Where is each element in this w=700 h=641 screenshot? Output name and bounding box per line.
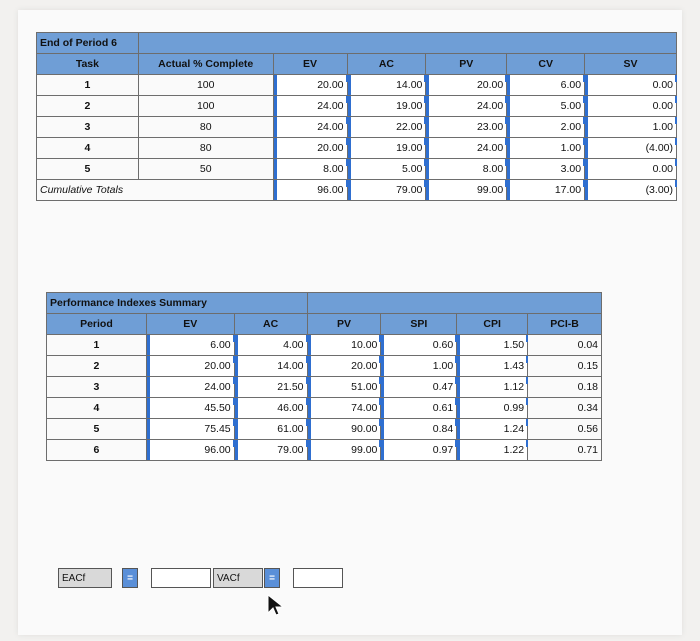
period-cell: 4 [47, 398, 147, 419]
ac-input[interactable]: 14.00 [234, 356, 307, 377]
pv-input[interactable]: 99.00 [307, 440, 381, 461]
pv-input[interactable]: 10.00 [307, 335, 381, 356]
ev-input[interactable]: 20.00 [273, 75, 347, 96]
spi-input[interactable]: 0.97 [381, 440, 457, 461]
cv-input[interactable]: 3.00 [507, 159, 585, 180]
header-actual-complete: Actual % Complete [138, 54, 273, 75]
header-cpi: CPI [457, 314, 528, 335]
period-table-title: End of Period 6 [37, 33, 139, 54]
period-cell: 2 [47, 356, 147, 377]
cv-input[interactable]: 6.00 [507, 75, 585, 96]
pci-b-cell: 0.71 [528, 440, 602, 461]
pci-b-cell: 0.56 [528, 419, 602, 440]
totals-label: Cumulative Totals [37, 180, 274, 201]
table-row [47, 356, 602, 377]
pct-cell: 100 [138, 96, 273, 117]
table-row [37, 138, 677, 159]
pci-b-cell: 0.04 [528, 335, 602, 356]
task-cell: 1 [37, 75, 139, 96]
table-row [47, 440, 602, 461]
cpi-input[interactable]: 1.24 [457, 419, 528, 440]
sv-input[interactable]: 0.00 [585, 159, 677, 180]
pci-b-cell: 0.15 [528, 356, 602, 377]
table-row [37, 96, 677, 117]
sv-input[interactable]: (4.00) [585, 138, 677, 159]
pv-input[interactable]: 90.00 [307, 419, 381, 440]
pv-input[interactable]: 24.00 [426, 96, 507, 117]
pv-input[interactable]: 74.00 [307, 398, 381, 419]
header-ac: AC [234, 314, 307, 335]
spi-input[interactable]: 0.60 [381, 335, 457, 356]
performance-table-title: Performance Indexes Summary [47, 293, 308, 314]
spi-input[interactable]: 1.00 [381, 356, 457, 377]
ev-input[interactable]: 45.50 [146, 398, 234, 419]
vacf-equals: = [264, 568, 280, 588]
cpi-input[interactable]: 1.12 [457, 377, 528, 398]
ac-input[interactable]: 4.00 [234, 335, 307, 356]
pv-input[interactable]: 20.00 [426, 75, 507, 96]
header-pv: PV [426, 54, 507, 75]
eacf-answer-input[interactable] [151, 568, 211, 588]
totals-row [37, 180, 677, 201]
ev-input[interactable]: 96.00 [146, 440, 234, 461]
header-cv: CV [507, 54, 585, 75]
sv-input[interactable]: 1.00 [585, 117, 677, 138]
table-row [47, 419, 602, 440]
cpi-input[interactable]: 0.99 [457, 398, 528, 419]
header-sv: SV [585, 54, 677, 75]
total-ev-input[interactable]: 96.00 [273, 180, 347, 201]
task-cell: 5 [37, 159, 139, 180]
sv-input[interactable]: 0.00 [585, 96, 677, 117]
ev-input[interactable]: 75.45 [146, 419, 234, 440]
spi-input[interactable]: 0.84 [381, 419, 457, 440]
header-ac: AC [347, 54, 426, 75]
table-row [37, 159, 677, 180]
task-cell: 3 [37, 117, 139, 138]
table-row [37, 75, 677, 96]
ev-input[interactable]: 24.00 [273, 96, 347, 117]
period-cell: 6 [47, 440, 147, 461]
ac-input[interactable]: 14.00 [347, 75, 426, 96]
period-cell: 5 [47, 419, 147, 440]
header-period: Period [47, 314, 147, 335]
eacf-equals: = [122, 568, 138, 588]
spi-input[interactable]: 0.61 [381, 398, 457, 419]
pv-input[interactable]: 23.00 [426, 117, 507, 138]
pct-cell: 50 [138, 159, 273, 180]
ac-input[interactable]: 46.00 [234, 398, 307, 419]
ev-input[interactable]: 6.00 [146, 335, 234, 356]
ac-input[interactable]: 61.00 [234, 419, 307, 440]
sv-input[interactable]: 0.00 [585, 75, 677, 96]
cv-input[interactable]: 1.00 [507, 138, 585, 159]
header-ev: EV [273, 54, 347, 75]
cpi-input[interactable]: 1.50 [457, 335, 528, 356]
ac-input[interactable]: 79.00 [234, 440, 307, 461]
header-spi: SPI [381, 314, 457, 335]
pv-input[interactable]: 51.00 [307, 377, 381, 398]
total-sv-input[interactable]: (3.00) [585, 180, 677, 201]
pv-input[interactable]: 8.00 [426, 159, 507, 180]
table-row [47, 377, 602, 398]
ac-input[interactable]: 19.00 [347, 138, 426, 159]
worksheet [18, 10, 682, 635]
header-pv: PV [307, 314, 381, 335]
task-cell: 4 [37, 138, 139, 159]
ev-input[interactable]: 24.00 [273, 117, 347, 138]
spi-input[interactable]: 0.47 [381, 377, 457, 398]
total-ac-input[interactable]: 79.00 [347, 180, 426, 201]
ac-input[interactable]: 5.00 [347, 159, 426, 180]
header-task: Task [37, 54, 139, 75]
pct-cell: 100 [138, 75, 273, 96]
performance-indexes-table [46, 292, 602, 461]
vacf-label: VACf [213, 568, 263, 588]
pv-input[interactable]: 24.00 [426, 138, 507, 159]
table-row [47, 398, 602, 419]
cpi-input[interactable]: 1.43 [457, 356, 528, 377]
cpi-input[interactable]: 1.22 [457, 440, 528, 461]
cv-input[interactable]: 5.00 [507, 96, 585, 117]
table-row [47, 335, 602, 356]
mouse-cursor-icon [266, 593, 288, 617]
total-pv-input[interactable]: 99.00 [426, 180, 507, 201]
end-of-period-table [36, 32, 677, 201]
ev-input[interactable]: 20.00 [146, 356, 234, 377]
pct-cell: 80 [138, 138, 273, 159]
period-cell: 1 [47, 335, 147, 356]
vacf-answer-input[interactable] [293, 568, 343, 588]
ev-input[interactable]: 20.00 [273, 138, 347, 159]
ac-input[interactable]: 21.50 [234, 377, 307, 398]
ac-input[interactable]: 19.00 [347, 96, 426, 117]
header-ev: EV [146, 314, 234, 335]
cv-input[interactable]: 2.00 [507, 117, 585, 138]
ev-input[interactable]: 24.00 [146, 377, 234, 398]
pci-b-cell: 0.18 [528, 377, 602, 398]
ac-input[interactable]: 22.00 [347, 117, 426, 138]
task-cell: 2 [37, 96, 139, 117]
ev-input[interactable]: 8.00 [273, 159, 347, 180]
pct-cell: 80 [138, 117, 273, 138]
pci-b-cell: 0.34 [528, 398, 602, 419]
eacf-label: EACf [58, 568, 112, 588]
table-row [37, 117, 677, 138]
total-cv-input[interactable]: 17.00 [507, 180, 585, 201]
pv-input[interactable]: 20.00 [307, 356, 381, 377]
header-pci-b: PCI-B [528, 314, 602, 335]
period-cell: 3 [47, 377, 147, 398]
